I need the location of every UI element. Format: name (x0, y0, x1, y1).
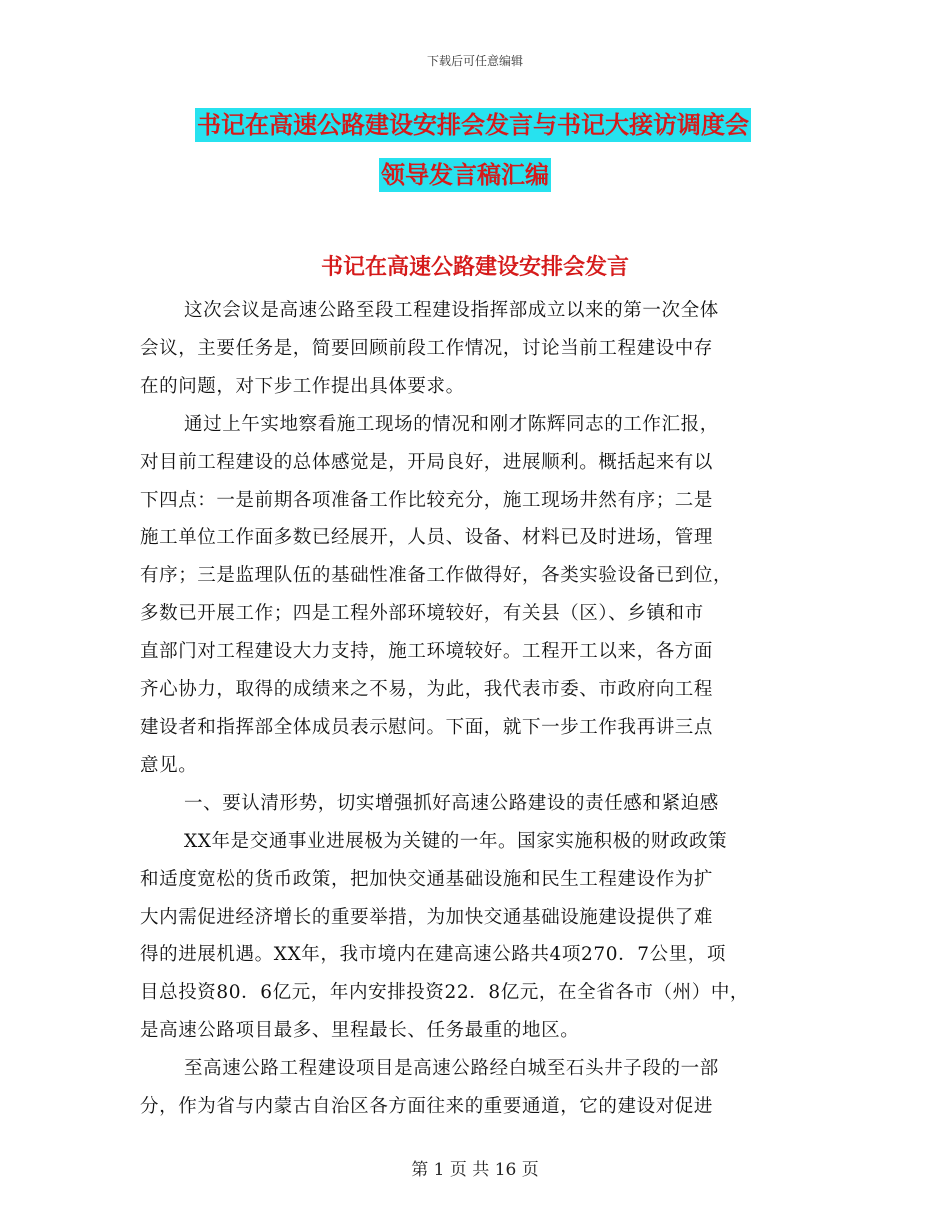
body-line: 直部门对工程建设大力支持，施工环境较好。工程开工以来，各方面 (140, 641, 714, 663)
body-line: 至高速公路工程建设项目是高速公路经白城至石头井子段的一部 (184, 1058, 719, 1080)
page-number: 第 1 页 共 16 页 (411, 1160, 539, 1180)
body-line: 目总投资80．6亿元，年内安排投资22．8亿元，在全省各市（州）中， (140, 982, 750, 1004)
page-header-note: 下载后可任意编辑 (426, 54, 523, 68)
body-line: 建设者和指挥部全体成员表示慰问。下面，就下一步工作我再讲三点 (140, 716, 714, 738)
body-text (140, 292, 810, 1126)
body-line: 齐心协力，取得的成绩来之不易，为此，我代表市委、市政府向工程 (140, 679, 714, 701)
body-line: 施工单位工作面多数已经展开，人员、设备、材料已及时进场，管理 (140, 527, 714, 549)
body-line: 在的问题，对下步工作提出具体要求。 (140, 375, 465, 397)
body-line: 大内需促进经济增长的重要举措，为加快交通基础设施建设提供了难 (140, 906, 714, 928)
body-line: 是高速公路项目最多、里程最长、任务最重的地区。 (140, 1020, 580, 1042)
title-line-1: 书记在高速公路建设安排会发言与书记大接访调度会 (195, 108, 751, 142)
body-line: 这次会议是高速公路至段工程建设指挥部成立以来的第一次全体 (184, 300, 719, 321)
body-line: 分，作为省与内蒙古自治区各方面往来的重要通道，它的建设对促进 (140, 1096, 714, 1118)
body-line: 对目前工程建设的总体感觉是，开局良好，进展顺利。概括起来有以 (140, 451, 714, 473)
section-title: 书记在高速公路建设安排会发言 (320, 255, 629, 280)
body-line: 下四点：一是前期各项准备工作比较充分，施工现场井然有序；二是 (140, 489, 714, 511)
body-line: XX年是交通事业进展极为关键的一年。国家实施积极的财政政策 (184, 830, 728, 852)
body-line: 多数已开展工作；四是工程外部环境较好，有关县（区）、乡镇和市 (140, 603, 704, 625)
body-line: 意见。 (140, 754, 198, 776)
body-heading-line: 一、要认清形势，切实增强抓好高速公路建设的责任感和紧迫感 (184, 792, 719, 814)
title-line-2: 领导发言稿汇编 (379, 158, 551, 192)
document-title (195, 108, 815, 189)
body-line: 有序；三是监理队伍的基础性准备工作做得好，各类实验设备已到位， (140, 565, 733, 587)
body-line: 通过上午实地察看施工现场的情况和刚才陈辉同志的工作汇报， (184, 413, 719, 435)
body-line: 会议，主要任务是，简要回顾前段工作情况，讨论当前工程建设中存 (140, 337, 714, 359)
body-line: 和适度宽松的货币政策，把加快交通基础设施和民生工程建设作为扩 (140, 868, 714, 890)
body-line: 得的进展机遇。XX年，我市境内在建高速公路共4项270．7公里，项 (140, 944, 726, 966)
